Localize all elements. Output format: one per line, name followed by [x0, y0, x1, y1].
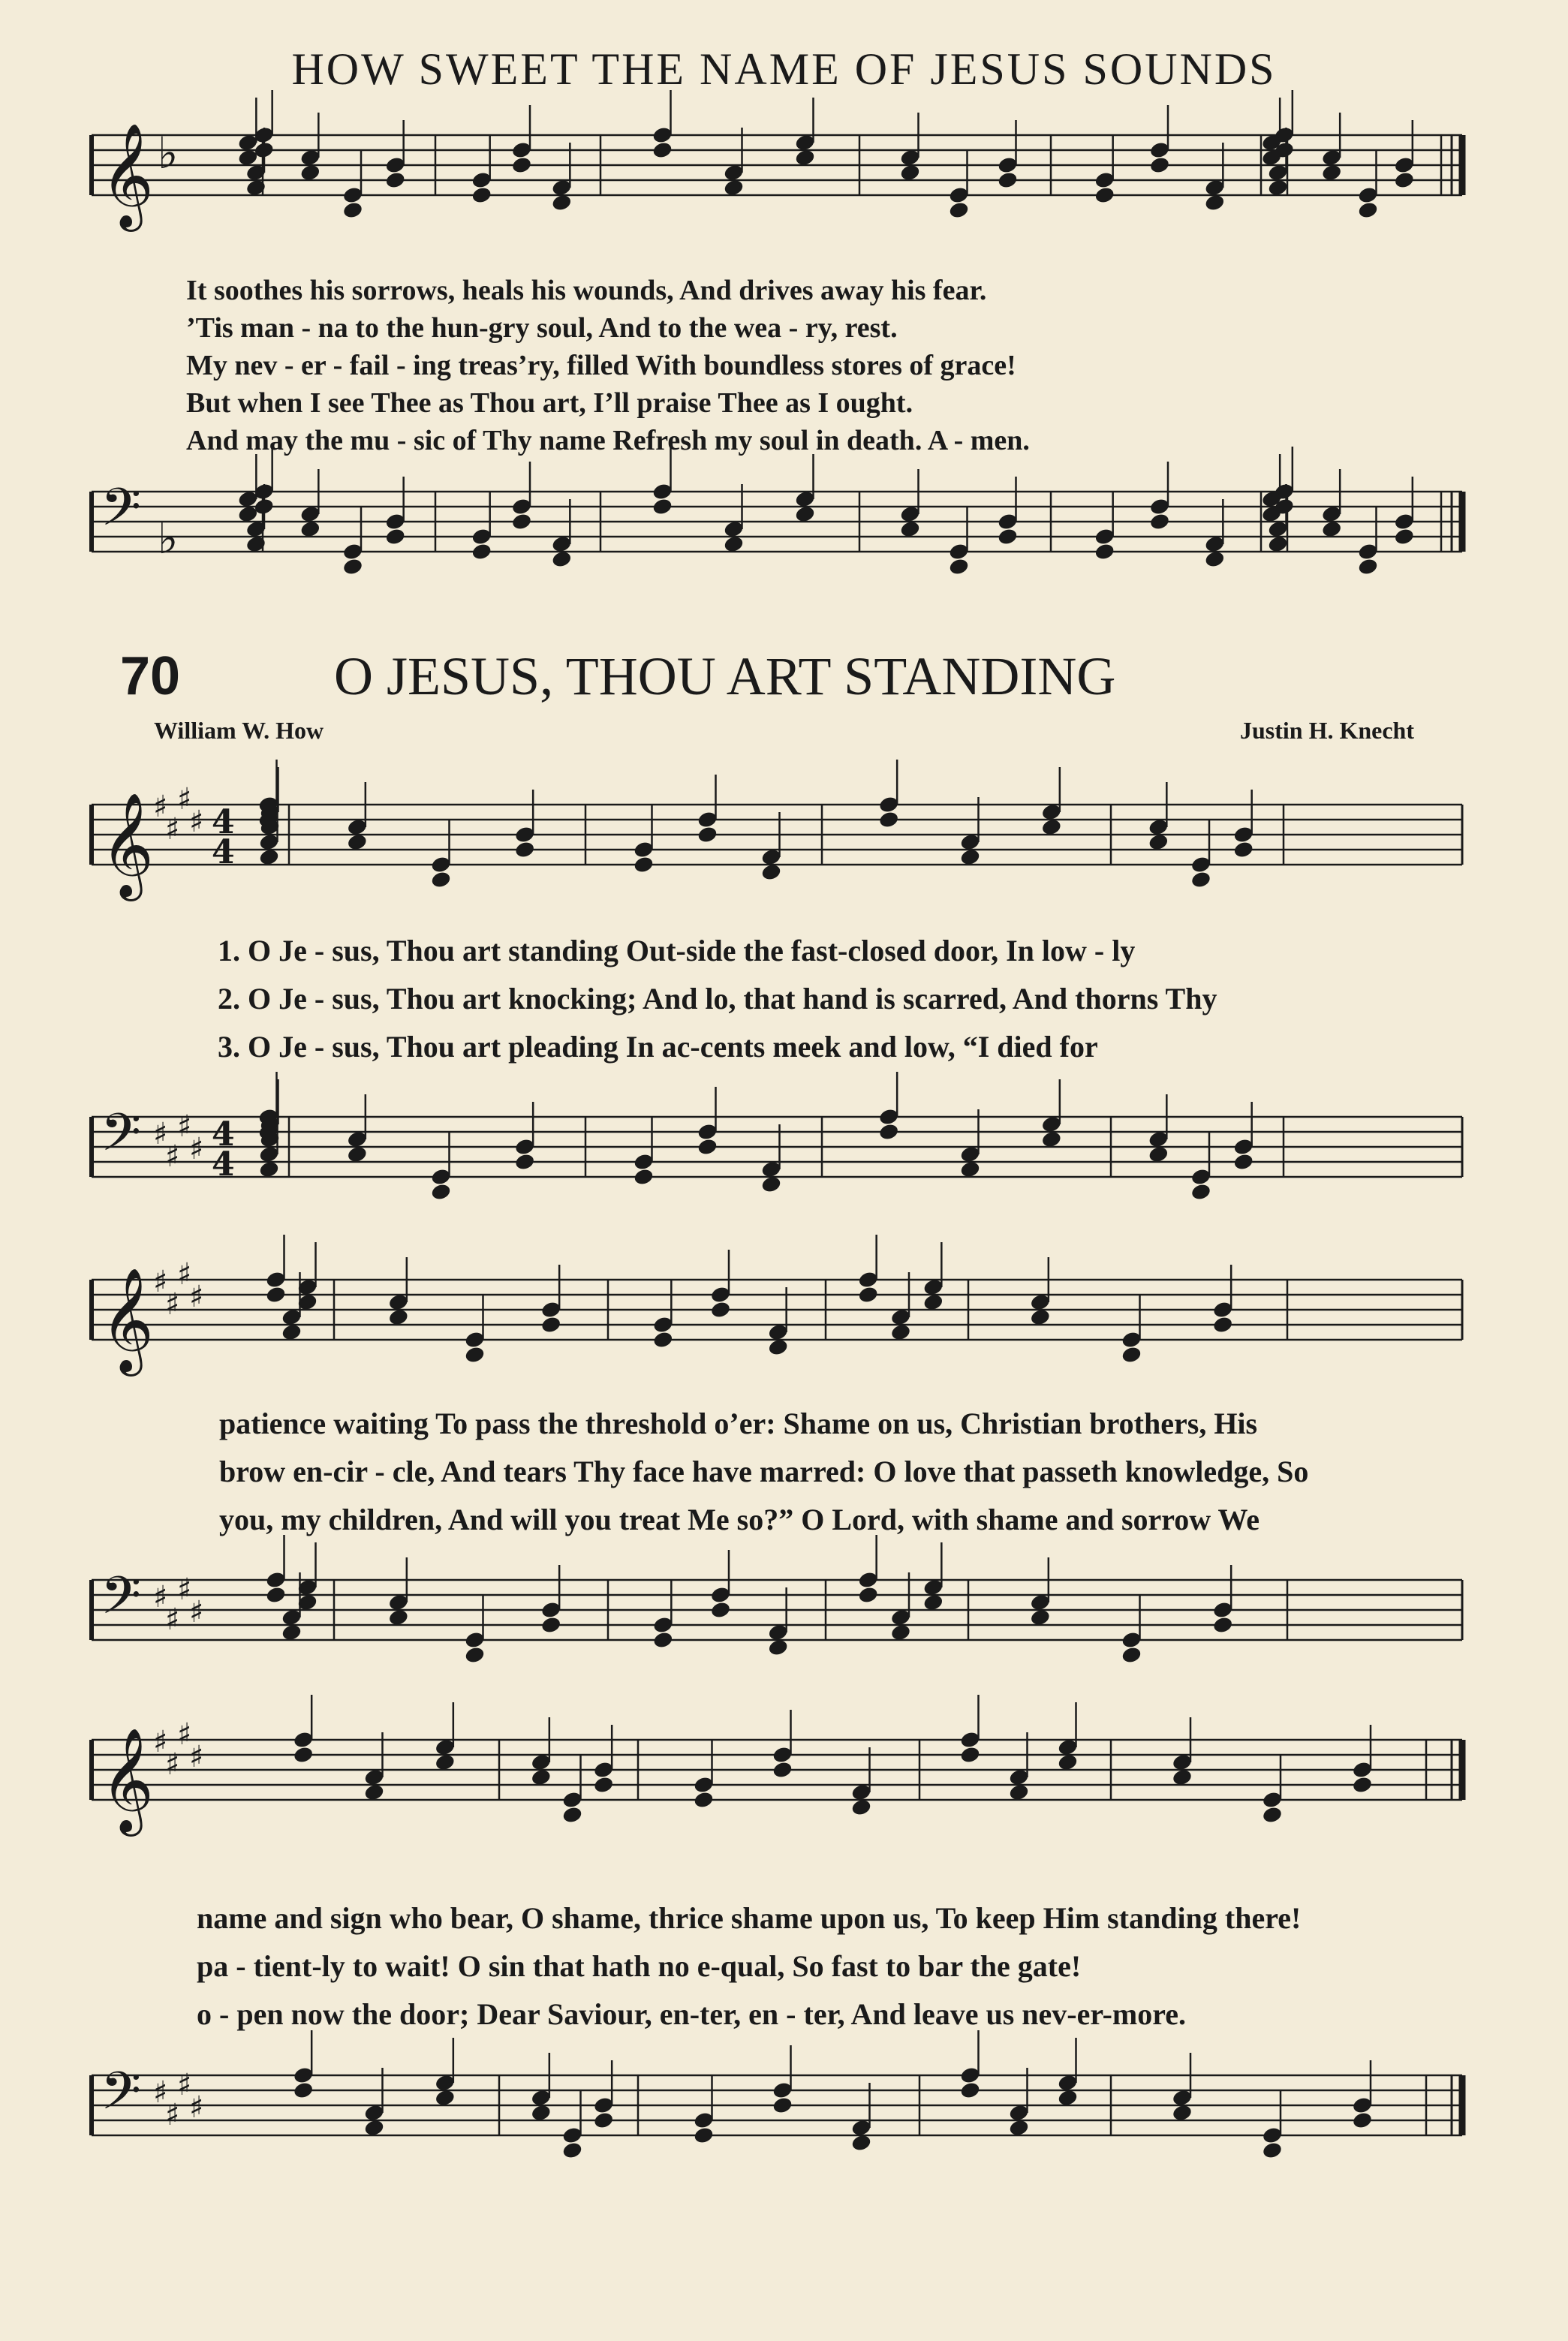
lyrics-system-3: [197, 1894, 1301, 2039]
sharp-sign-icon: ♯: [177, 1572, 192, 1607]
composer-credit: Justin H. Knecht: [1239, 717, 1414, 744]
note-head: [772, 2096, 793, 2114]
lyric-line: 2. O Je - sus, Thou art knocking; And lo, that hand is scarred, And thorns Thy: [218, 982, 1217, 1016]
hymn-number: 70: [120, 646, 181, 706]
note-head: [1352, 2111, 1374, 2129]
sharp-sign-icon: ♯: [177, 2068, 192, 2102]
lyric-line: you, my children, And will you treat Me so?” O Lord, with shame and sorrow We: [219, 1503, 1260, 1536]
author-credit: William W. How: [154, 717, 324, 744]
treble-clef-icon: 𝄞: [101, 123, 154, 227]
note-head: [293, 2081, 315, 2099]
lyric-line: And may the mu - sic of Thy name Refresh my soul in death. A - men.: [186, 425, 1030, 456]
sharp-sign-icon: ♯: [165, 812, 180, 847]
sharp-sign-icon: ♯: [189, 1280, 204, 1314]
note-head: [693, 2126, 715, 2144]
sharp-sign-icon: ♯: [189, 2090, 204, 2125]
treble-clef-icon: 𝄞: [101, 1268, 154, 1372]
sharp-sign-icon: ♯: [165, 1747, 180, 1782]
sharp-sign-icon: ♯: [165, 1287, 180, 1322]
note-head: [561, 2141, 583, 2159]
note-head: [593, 2111, 615, 2129]
flat-sign-icon: ♭: [158, 128, 179, 179]
treble-clef-icon: 𝄞: [101, 793, 154, 897]
sharp-sign-icon: ♯: [153, 1580, 168, 1614]
note-head: [1262, 2141, 1284, 2159]
sharp-sign-icon: ♯: [189, 1740, 204, 1774]
lyric-line: My nev - er - fail - ing treas’ry, filled With boundless stores of grace!: [186, 350, 1016, 381]
lyric-line: 3. O Je - sus, Thou art pleading In ac-cents meek and low, “I died for: [218, 1030, 1098, 1064]
sharp-sign-icon: ♯: [165, 1139, 180, 1174]
lyric-line: brow en-cir - cle, And tears Thy face have marred: O love that passeth knowledge, So: [219, 1455, 1309, 1488]
lyric-line: o - pen now the door; Dear Saviour, en-ter, en - ter, And leave us nev-er-more.: [197, 1997, 1187, 2031]
sharp-sign-icon: ♯: [189, 1595, 204, 1629]
sharp-sign-icon: ♯: [165, 2098, 180, 2132]
sharp-sign-icon: ♯: [153, 1117, 168, 1151]
sharp-sign-icon: ♯: [153, 1725, 168, 1759]
hymn-title-top: HOW SWEET THE NAME OF JESUS SOUNDS: [291, 44, 1277, 94]
flat-sign-icon: ♭: [158, 513, 179, 564]
sharp-sign-icon: ♯: [153, 1265, 168, 1299]
treble-clef-icon: 𝄞: [101, 1728, 154, 1832]
lyric-line: But when I see Thee as Thou art, I’ll praise Thee as I ought.: [186, 387, 913, 419]
lyric-line: pa - tient-ly to wait! O sin that hath no e-qual, So fast to bar the gate!: [197, 1949, 1082, 1983]
sharp-sign-icon: ♯: [189, 805, 204, 839]
lyric-line: patience waiting To pass the threshold o’er: Shame on us, Christian brothers, His: [219, 1407, 1258, 1440]
sharp-sign-icon: ♯: [177, 1109, 192, 1144]
sharp-sign-icon: ♯: [177, 1257, 192, 1292]
bass-clef-icon: 𝄢: [101, 477, 142, 550]
sharp-sign-icon: ♯: [165, 1602, 180, 1637]
sharp-sign-icon: ♯: [189, 1132, 204, 1166]
time-signature-bottom: 4: [212, 1145, 235, 1184]
sharp-sign-icon: ♯: [153, 790, 168, 824]
hymn-title: O JESUS, THOU ART STANDING: [334, 646, 1116, 706]
lyric-line: 1. O Je - sus, Thou art standing Out-side the fast-closed door, In low - ly: [218, 934, 1136, 967]
sharp-sign-icon: ♯: [177, 782, 192, 817]
bass-clef-icon: 𝄢: [101, 1565, 142, 1638]
lyric-line: ’Tis man - na to the hun-gry soul, And to the wea - ry, rest.: [186, 312, 898, 344]
lyric-line: It soothes his sorrows, heals his wounds, And drives away his fear.: [186, 275, 987, 306]
bass-clef-icon: 𝄢: [101, 1102, 142, 1175]
sharp-sign-icon: ♯: [177, 1717, 192, 1752]
lyric-line: name and sign who bear, O shame, thrice shame upon us, To keep Him standing there!: [197, 1901, 1302, 1935]
bass-clef-icon: 𝄢: [101, 2060, 142, 2134]
sharp-sign-icon: ♯: [153, 2075, 168, 2110]
note-head: [959, 2081, 981, 2099]
time-signature-top: 4: [212, 1115, 235, 1154]
time-signature-bottom: 4: [212, 833, 235, 871]
time-signature-top: 4: [212, 803, 235, 841]
